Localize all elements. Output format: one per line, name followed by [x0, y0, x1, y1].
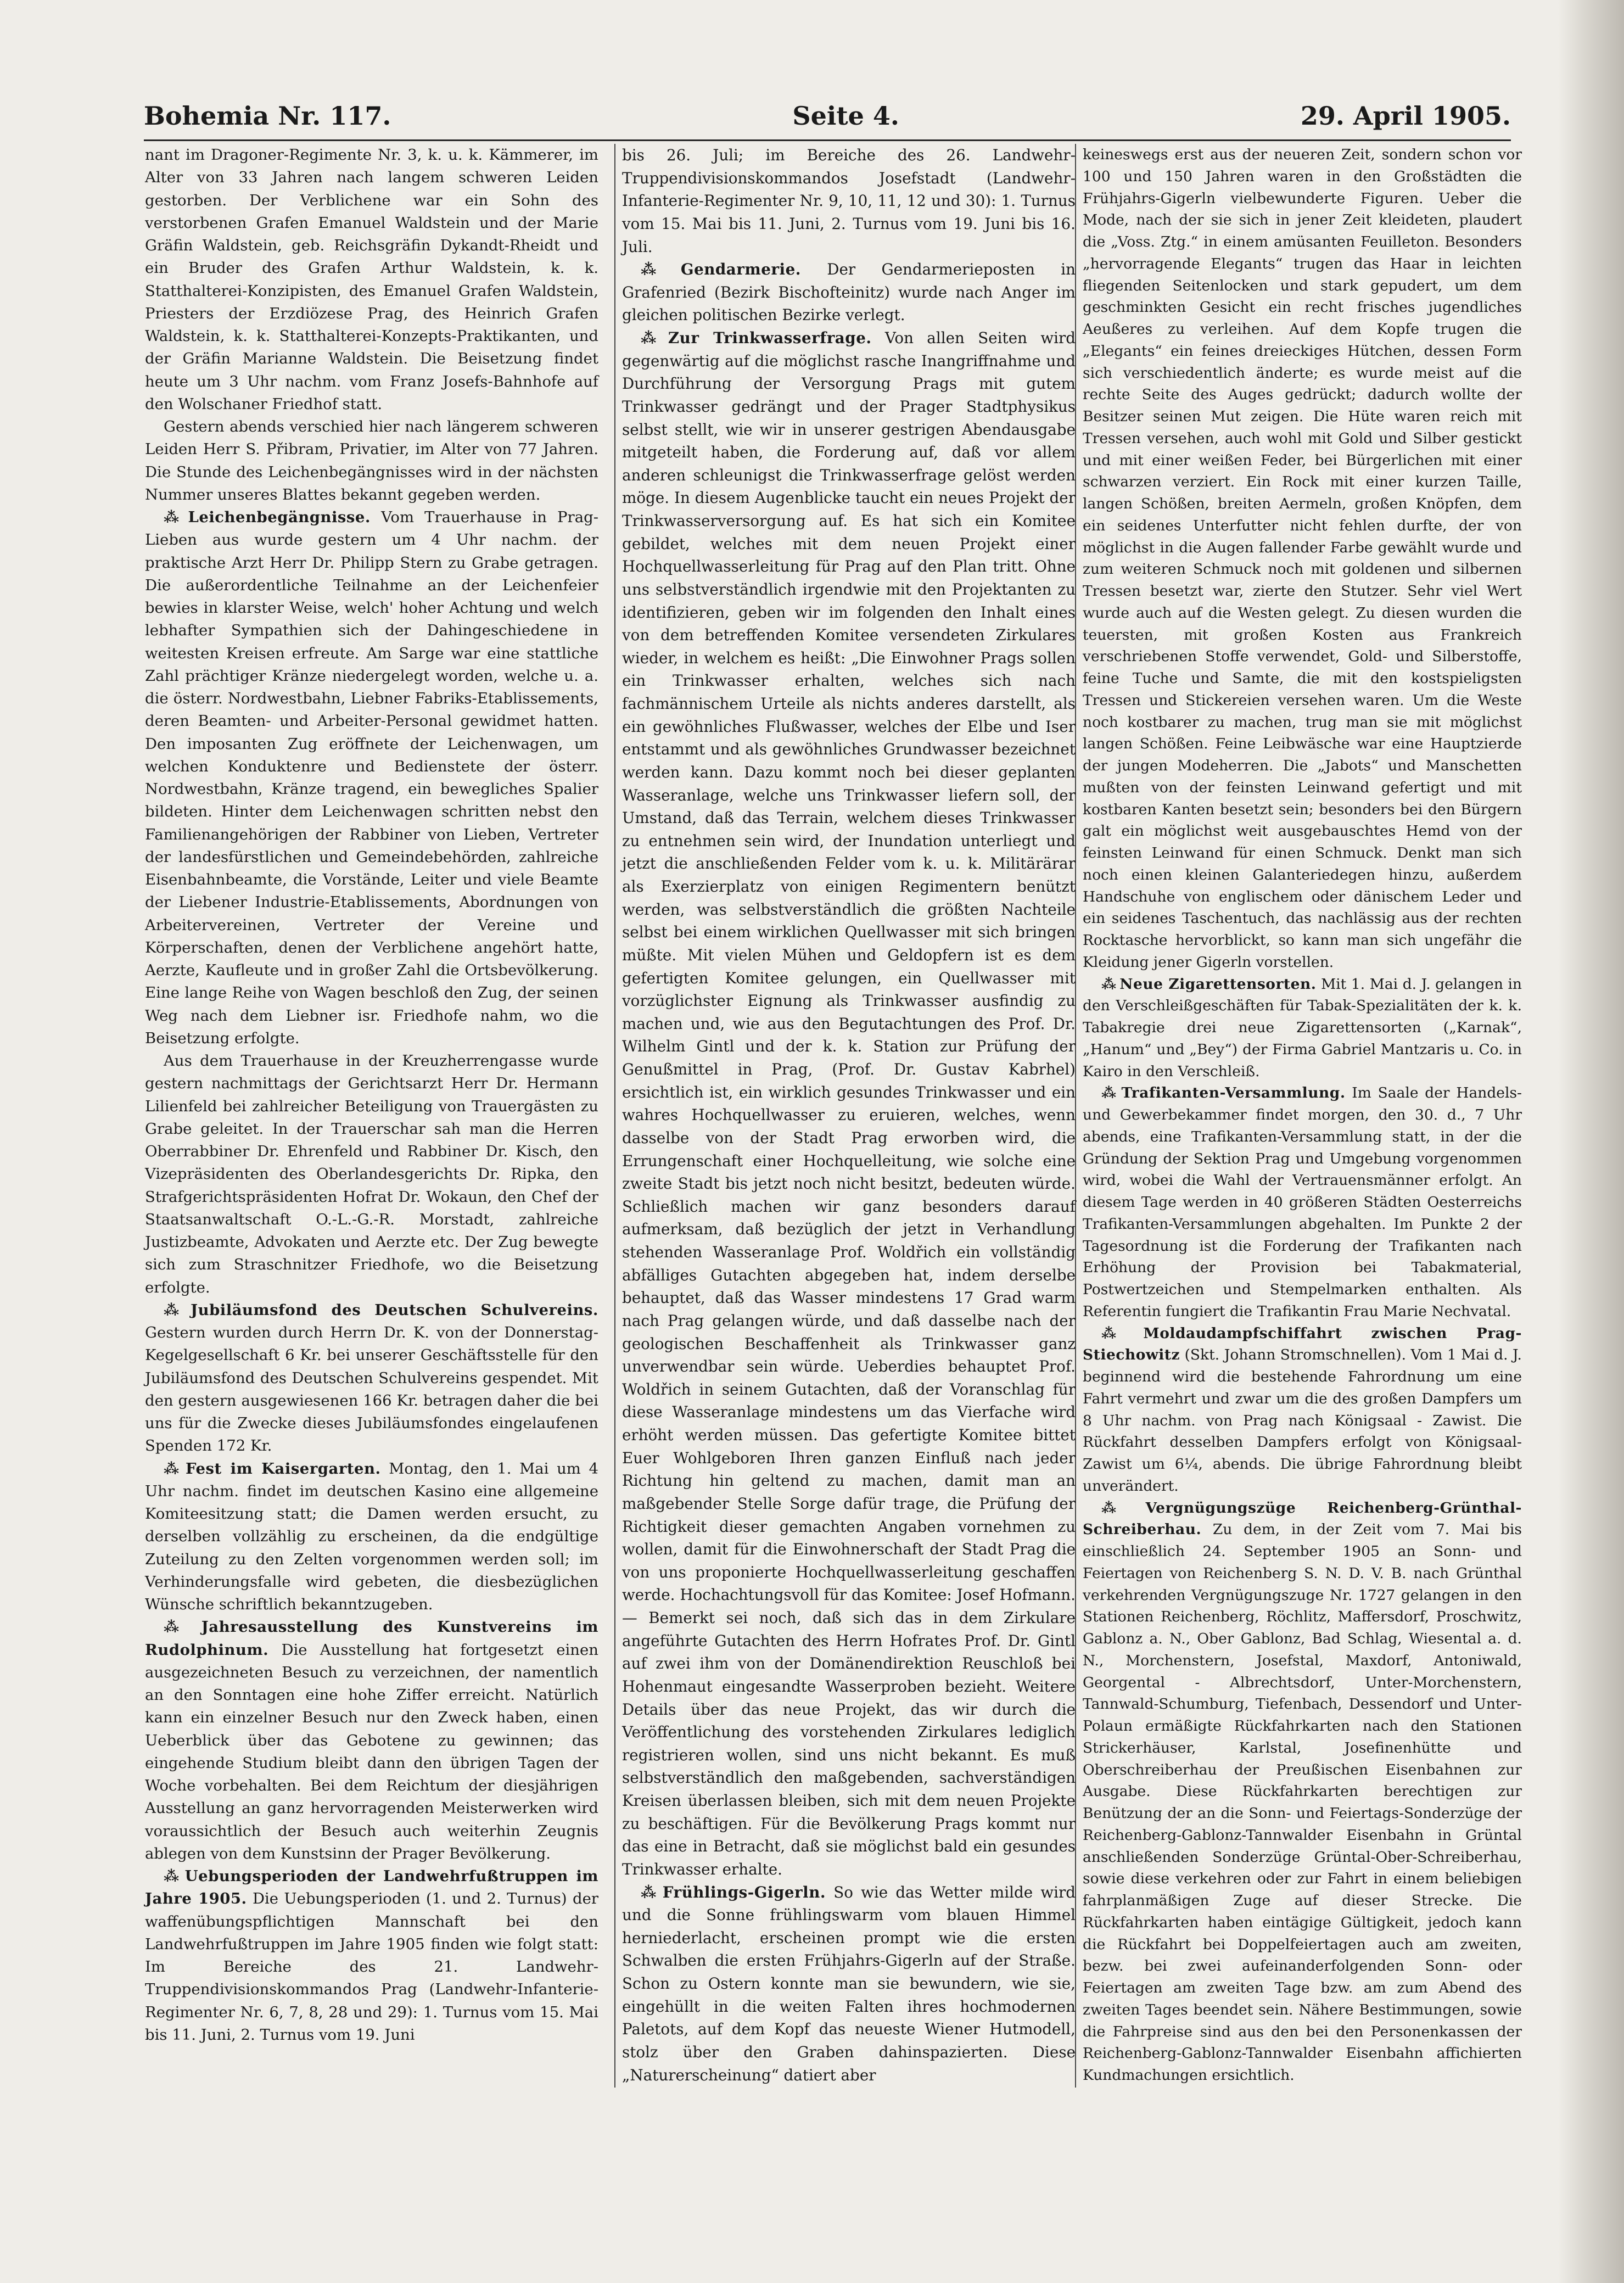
item-body: Von allen Seiten wird gegenwärtig auf die möglichst rasche Inangriffnahme und Durchführung der Versorgung Prags mit gutem Trinkwasser gedrängt und der Prager Stadtphysikus selbst stellt, wie wir in unserer gestrigen Abendausgabe mitgeteilt haben, die Forderung auf, daß vor allem anderen schleunigst die Trinkwasserfrage gelöst werden möge. In diesem Augenblicke taucht ein neues Projekt der Trinkwasserversorgung auf. Es hat sich ein Komitee gebildet, welches mit dem neuen Projekt einer Hochquellwasserleitung für Prag auf den Plan tritt. Ohne uns selbstverständlich irgendwie mit den Projektanten zu identifizieren, geben wir im folgenden den Inhalt eines von dem betreffenden Komitee versendeten Zirkulares wieder, in welchem es heißt: „Die Einwohner Prags sollen ein Trinkwasser erhalten, welches sich nach fachmännischem Urteile als nichts anderes darstellt, als ein gewöhnliches Flußwasser, welches der Elbe und Iser entstammt und als gewöhnliches Grundwasser bezeichnet werden kann. Dazu kommt noch bei dieser geplanten Wasseranlage, welche uns Trinkwasser liefern soll, der Umstand, daß das Terrain, welchem dieses Trinkwasser zu entnehmen sein wird, der Inundation unterliegt und jetzt die anschließenden Felder vom k. u. k. Militärärar als Exerzierplatz von einigen Regimentern benützt werden, was selbstverständlich die größten Nachteile selbst bei einem wirklichen Quellwasser mit sich bringen müßte. Mit vielen Mühen und Geldopfern ist es dem gefertigten Komitee gelungen, ein Quellwasser mit vorzüglichster Eignung als Trinkwasser ausfindig zu machen und, wie aus den Begutachtungen des Prof. Dr. Wilhelm Gintl und der k. k. Station zur Prüfung der Genußmittel in Prag, (Prof. Dr. Gustav Kabrhel) ersichtlich ist, ein wirklich gesundes Trinkwasser und ein wahres Hochquellwasser zu eruieren, welches, wenn dasselbe von der Stadt Prag erworben wird, die Errungenschaft einer Hochquelleitung, wie solche eine zweite Stadt bis jetzt noch nicht besitzt, bedeuten würde. Schließlich machen wir ganz besonders darauf aufmerksam, daß bezüglich der jetzt in Verhandlung stehenden Wasseranlage Prof. Woldřich ein vollständig abfälliges Gutachten abgegeben hat, indem derselbe behauptet, daß das Wasser mindestens 17 Grad warm nach Prag gelangen würde, und daß dasselbe nach der geologischen Beschaffenheit als Trinkwasser ganz unverwendbar sein würde. Ueberdies behauptet Prof. Woldřich in seinem Gutachten, daß der Voranschlag für diese Wasseranlage mindestens um das Vierfache wird erhöht werden müssen. Das gefertigte Komitee bittet Euer Wohlgeboren Ihren ganzen Einfluß nach jeder Richtung hin geltend zu machen, damit man an maßgebender Stelle Sorge dafür trage, die Prüfung der Richtigkeit dieser gemachten Angaben vornehmen zu wollen, damit für die Einwohnerschaft der Stadt Prag die von uns proponierte Hochquellwasserleitung geschaffen werde. Hochachtungsvoll für das Komitee: Josef Hofmann.— Bemerkt sei noch, daß sich das in dem Zirkulare angeführte Gutachten des Herrn Hofrates Prof. Dr. Gintl auf zwei ihm von der Domänendirektion Reuschloß bei Hohenmaut eingesandte Wasserproben bezieht. Weitere Details über das neue Projekt, das wir durch die Veröffentlichung des vorstehenden Zirkulares lediglich registrieren wollen, sind uns nicht bekannt. Es muß selbstverständlich den maßgebenden, sachverständigen Kreisen überlassen bleiben, sich mit dem neuen Projekte zu beschäftigen. Für die Bevölkerung Prags kommt nur das eine in Betracht, daß sie möglichst bald ein gesundes Trinkwasser erhalte.	[622, 329, 1076, 1878]
item-headline: Moldaudampfschiffahrt zwischen Prag-Stiechowitz	[1083, 1324, 1522, 1364]
masthead-rule	[144, 139, 1511, 141]
item-body: Der Gendarmerieposten in Grafenried (Bezirk Bischofteinitz) wurde nach Anger im gleichen politischen Bezirke verlegt.	[622, 260, 1076, 324]
asterism-icon: ⁂	[641, 1883, 659, 1901]
item-headline: Leichenbegängnisse.	[188, 508, 371, 526]
news-item	[1083, 1323, 1522, 1497]
asterism-icon: ⁂	[641, 260, 677, 279]
item-body: Montag, den 1. Mai um 4 Uhr nachm. findet im deutschen Kasino eine allgemeine Komiteesitzung statt; die Damen werden ersucht, zu derselben vollzählig zu erscheinen, da die endgültige Zuteilung zu den Zelten vorgenommen werden soll; im Verhinderungsfalle wird gebeten, die diesbezüglichen Wünsche schriftlich bekanntzugeben.	[145, 1459, 598, 1613]
binding-shadow	[1558, 0, 1624, 2283]
news-item	[1083, 1082, 1522, 1322]
item-headline: Fest im Kaisergarten.	[186, 1459, 381, 1478]
news-item	[145, 1865, 598, 2046]
paragraph-text: bis 26. Juli; im Bereiche des 26. Landwehr-Truppendivisionskommandos Josefstadt (Landwehr-Infanterie-Regimenter Nr. 9, 10, 11, 12 und 30): 1. Turnus vom 15. Mai bis 11. Juni, 2. Turnus vom 19. Juni bis 16. Juli.	[622, 146, 1076, 256]
continued-paragraph	[622, 144, 1076, 258]
item-headline: Uebungsperioden der Landwehrfußtruppen im Jahre 1905.	[145, 1867, 598, 1908]
asterism-icon: ⁂	[164, 1301, 188, 1319]
item-body: (Skt. Johann Stromschnellen). Vom 1 Mai d. J. beginnend wird die bestehende Fahrordnung um eine Fahrt vermehrt und zwar um die des großen Dampfers um 8 Uhr nachm. von Prag nach Königsaal - Zawist. Die Rückfahrt desselben Dampfers erfolgt von Königsaal-Zawist um 6¼, abends. Die übrige Fahrordnung bleibt unverändert.	[1083, 1346, 1522, 1495]
item-headline: Jubiläumsfond des Deutschen Schulvereins.	[191, 1301, 598, 1319]
news-item	[622, 327, 1076, 1881]
news-item	[1083, 1497, 1522, 2086]
item-headline: Neue Zigarettensorten.	[1119, 975, 1317, 993]
paragraph	[145, 1050, 598, 1299]
item-headline: Vergnügungszüge Reichenberg-Grünthal-Schreiberhau.	[1083, 1499, 1522, 1538]
news-item	[145, 1299, 598, 1458]
asterism-icon: ⁂	[1101, 1084, 1118, 1102]
paragraph-text: nant im Dragoner-Regimente Nr. 3, k. u. k. Kämmerer, im Alter von 33 Jahren nach langem schweren Leiden gestorben. Der Verblichene war ein Sohn des verstorbenen Grafen Emanuel Waldstein und der Marie Gräfin Waldstein, geb. Reichsgräfin Dykandt-Rheidt und ein Bruder des Grafen Arthur Waldstein, k. k. Statthalterei-Konzipisten, des Emanuel Grafen Waldstein, Priesters der Erzdiözese Prag, des Heinrich Grafen Waldstein, k. k. Statthalterei-Konzepts-Praktikanten, und der Gräfin Marianne Waldstein. Die Beisetzung findet heute um 3 Uhr nachm. vom Franz Josefs-Bahnhofe auf den Wolschaner Friedhof statt.	[145, 146, 598, 413]
news-item	[145, 1458, 598, 1616]
masthead-date: 29. April 1905.	[1300, 101, 1511, 131]
paragraph-text: Aus dem Trauerhause in der Kreuzherrengasse wurde gestern nachmittags der Gerichtsarzt Herr Dr. Hermann Lilienfeld bei zahlreicher Beteiligung von Trauergästen zu Grabe geleitet. In der Trauerschar sah man die Herren Oberrabbiner Dr. Ehrenfeld und Rabbiner Dr. Kisch, den Vizepräsidenten des Oberlandesgerichts Dr. Ripka, den Strafgerichtspräsidenten Hofrat Dr. Wokaun, den Chef der Staatsanwaltschaft O.-L.-G.-R. Morstadt, zahlreiche Justizbeamte, Advokaten und Aerzte etc. Der Zug bewegte sich zum Straschnitzer Friedhofe, wo die Beisetzung erfolgte.	[145, 1052, 598, 1296]
item-body: Zu dem, in der Zeit vom 7. Mai bis einschließlich 24. September 1905 an Sonn- und Feiertagen von Reichenberg S. N. D. V. B. nach Grünthal verkehrenden Vergnügungszuge Nr. 1727 gelangen in den Stationen Reichenberg, Röchlitz, Maffersdorf, Proschwitz, Gablonz a. N., Ober Gablonz, Bad Schlag, Wiesental a. d. N., Morchenstern, Josefstal, Maxdorf, Antoniwald, Georgental - Albrechtsdorf, Unter-Morchenstern, Tannwald-Schumburg, Tiefenbach, Dessendorf und Unter-Polaun ermäßigte Rückfahrkarten nach den Stationen Strickerhäuser, Karlstal, Josefinenhütte und Oberschreiberhau der Preußischen Eisenbahnen zur Ausgabe. Diese Rückfahrkarten berechtigen zur Benützung der an die Sonn- und Feiertags-Sonderzüge der Reichenberg-Gablonz-Tannwalder Eisenbahn in Grüntal anschließenden Sonderzüge Grüntal-Ober-Schreiberhau, sowie diese verkehren oder zur Fahrt in einem beliebigen fahrplanmäßigen Zuge auf dieser Strecke. Die Rückfahrkarten haben eintägige Gültigkeit, jedoch kann die Rückfahrt bei Doppelfeiertagen auch am zweiten, bezw. bei zwei aufeinanderfolgenden Sonn- oder Feiertagen am zweiten Tage bzw. am zum Abend des zweiten Tages beendet sein. Nähere Bestimmungen, sowie die Fahrpreise sind aus den bei den Personenkassen der Reichenberg-Gablonz-Tannwalder Eisenbahn affichierten Kundmachungen ersichtlich.	[1083, 1521, 1522, 2084]
news-item	[145, 506, 598, 1050]
asterism-icon: ⁂	[1101, 1499, 1143, 1517]
column-rule	[614, 144, 615, 2088]
asterism-icon: ⁂	[164, 1618, 198, 1636]
news-item	[145, 1616, 598, 1865]
asterism-icon: ⁂	[164, 1459, 183, 1478]
paragraph-text: Gestern abends verschied hier nach längerem schweren Leiden Herr S. Přibram, Privatier, im Alter von 77 Jahren. Die Stunde des Leichenbegängnisses wird in der nächsten Nummer unseres Blattes bekannt gegeben werden.	[145, 418, 598, 503]
asterism-icon: ⁂	[1101, 1324, 1140, 1342]
item-body: Vom Trauerhause in Prag-Lieben aus wurde gestern um 4 Uhr nachm. der praktische Arzt Herr Dr. Philipp Stern zu Grabe getragen. Die außerordentliche Teilnahme an der Leichenfeier bewies in klarster Weise, welch' hoher Achtung und welch lebhafter Sympathien sich der Dahingeschiedene in weitesten Kreisen erfreute. Am Sarge war eine stattliche Zahl prächtiger Kränze niedergelegt worden, welche u. a. die österr. Nordwestbahn, Liebner Fabriks-Etablissements, deren Beamten- und Arbeiter-Personal gewidmet hatten. Den imposanten Zug eröffnete der Leichenwagen, um welchen Konduktenre und Bedienstete der österr. Nordwestbahn, Kränze tragend, ein bewegliches Spalier bildeten. Hinter dem Leichenwagen schritten nebst den Familienangehörigen der Rabbiner von Lieben, Vertreter der landesfürstlichen und Gemeindebehörden, zahlreiche Eisenbahnbeamte, die Vorstände, Leiter und viele Beamte der Liebener Industrie-Etablissements, Abordnungen von Arbeitervereinen, Vertreter der Vereine und Körperschaften, denen der Verblichene angehört hatte, Aerzte, Kaufleute und in großer Zahl die Ortsbevölkerung. Eine lange Reihe von Wagen beschloß den Zug, der seinen Weg nach dem Liebner isr. Friedhofe nahm, wo die Beisetzung erfolgte.	[145, 508, 598, 1047]
item-body: Die Ausstellung hat fortgesetzt einen ausgezeichneten Besuch zu verzeichnen, der namentlich an den Sonntagen eine hohe Ziffer erreicht. Natürlich kann ein einzelner Besuch nur den Zweck haben, einen Ueberblick über das Gebotene zu gewinnen; das eingehende Studium bleibt dann den übrigen Tagen der Woche vorbehalten. Bei dem Reichtum der diesjährigen Ausstellung an ganz hervorragenden Meisterwerken wird voraussichtlich der Besuch auch weiterhin Zeugnis ablegen von dem Kunstsinn der Prager Bevölkerung.	[145, 1641, 598, 1862]
continued-paragraph	[1083, 144, 1522, 973]
masthead-title: Bohemia Nr. 117.	[144, 101, 391, 131]
item-headline: Trafikanten-Versammlung.	[1121, 1084, 1346, 1102]
item-body: Gestern wurden durch Herrn Dr. K. von der Donnerstag-Kegelgesellschaft 6 Kr. bei unserer Geschäftsstelle für den Jubiläumsfond des Deutschen Schulvereins gespendet. Mit den gestern ausgewiesenen 166 Kr. betragen daher die bei uns für die Zwecke dieses Jubiläumsfondes eingelaufenen Spenden 172 Kr.	[145, 1324, 598, 1455]
news-item	[622, 258, 1076, 327]
paragraph	[145, 416, 598, 506]
item-headline: Frühlings-Gigerln.	[662, 1883, 826, 1901]
column-2	[622, 144, 1076, 2086]
item-body: Die Uebungsperioden (1. und 2. Turnus) der waffenübungspflichtigen Mannschaft bei den Landwehrfußtruppen im Jahre 1905 finden wie folgt statt: Im Bereiche des 21. Landwehr-Truppendivisionskommandos Prag (Landwehr-Infanterie-Regimenter Nr. 6, 7, 8, 28 und 29): 1. Turnus vom 15. Mai bis 11. Juni, 2. Turnus vom 19. Juni	[145, 1890, 599, 2044]
column-3	[1083, 144, 1522, 2086]
asterism-icon: ⁂	[641, 329, 665, 347]
item-body: Im Saale der Handels- und Gewerbekammer findet morgen, den 30. d., 7 Uhr abends, eine Trafikanten-Versammlung statt, in der die Gründung der Sektion Prag und Umgebung vorgenommen wird, wobei die Wahl der Vertrauensmänner erfolgt. An diesem Tage werden in 40 größeren Städten Oesterreichs Trafikanten-Versammlungen abgehalten. Im Punkte 2 der Tagesordnung ist die Forderung der Trafikanten nach Erhöhung der Provision bei Tabakmaterial, Postwertzeichen und Stempelmarken enthalten. Als Referentin fungiert die Trafikantin Frau Marie Nechvatal.	[1083, 1084, 1522, 1320]
masthead-page-number: Seite 4.	[792, 101, 899, 131]
item-body: Mit 1. Mai d. J. gelangen in den Verschleißgeschäften für Tabak-Spezialitäten der k. k. Tabakregie drei neue Zigarettensorten („Karnak“, „Hanum“ und „Bey“) der Firma Gabriel Mantzaris u. Co. in Kairo in den Verschleiß.	[1083, 975, 1522, 1080]
continued-paragraph	[145, 144, 598, 416]
item-headline: Zur Trinkwasserfrage.	[668, 329, 872, 347]
item-headline: Gendarmerie.	[680, 260, 801, 279]
asterism-icon: ⁂	[164, 508, 185, 526]
column-1	[145, 144, 598, 2046]
item-body: So wie das Wetter milde wird und die Sonne frühlingswarm vom blauen Himmel herniederlacht, erscheinen prompt wie die ersten Schwalben die ersten Frühjahrs-Gigerln auf der Straße. Schon zu Ostern konnte man sie bewundern, wie sie, eingehüllt in die weiten Falten ihres hochmodernen Paletots, auf dem Kopf das neueste Wiener Hutmodell, stolz über den Graben dahinspazierten. Diese „Naturerscheinung“ datiert aber	[622, 1883, 1076, 2084]
news-item	[622, 1881, 1076, 2087]
asterism-icon: ⁂	[1101, 975, 1117, 993]
masthead	[144, 97, 1511, 135]
item-headline: Jahresausstellung des Kunstvereins im Rudolphinum.	[145, 1618, 598, 1659]
news-item	[1083, 973, 1522, 1083]
paragraph-text: keineswegs erst aus der neueren Zeit, sondern schon vor 100 und 150 Jahren waren in den Großstädten die Frühjahrs-Gigerln vielbewunderte Figuren. Ueber die Mode, nach der sie sich in jener Zeit kleideten, plaudert die „Voss. Ztg.“ in einem amüsanten Feuilleton. Besonders „hervorragende Elegants“ trugen das Haar in leichten fliegenden Seitenlocken und stark gepudert, um dem geschminkten Gesicht ein recht frisches jugendliches Aeußeres zu verleihen. Auf dem Kopfe trugen die „Elegants“ ein feines dreieckiges Hütchen, dessen Form sich verschiedentlich änderte; es wurde meist auf die rechte Seite des Auges gedrückt; dadurch wollte der Besitzer seinen Mut zeigen. Die Hüte waren reich mit Tressen versehen, auch wohl mit Gold und Silber gestickt und mit einer weißen Feder, bei Bürgerlichen mit einer schwarzen verziert. Ein Rock mit einer kurzen Taille, langen Schößen, breiten Aermeln, großen Knöpfen, dem ein seidenes Unterfutter nicht fehlen durfte, der von möglichst in die Augen fallender Farbe gewählt wurde und zum weiteren Schmuck noch mit goldenen und silbernen Tressen besetzt war, zierte den Stutzer. Sehr viel Wert wurde auch auf die Westen gelegt. Zu diesen wurden die teuersten, mit großen Kosten aus Frankreich verschriebenen Stoffe verwendet, Gold- und Silberstoffe, feine Tuche und Samte, die mit den kostspieligsten Tressen und Stickereien versehen waren. Um die Weste noch kostbarer zu machen, trug man sie mit möglichst langen Schößen. Feine Leibwäsche war eine Hauptzierde der jungen Modeherren. Die „Jabots“ und Manschetten mußten von der feinsten Leinwand gefertigt und mit kostbaren Kanten besetzt sein; besonders bei den Bürgern galt ein möglichst weit ausgebauschtes Hemd von der feinsten Leinwand für einen Schmuck. Denkt man sich noch einen kleinen Galanteriedegen hinzu, außerdem Handschuhe von englischem oder dänischem Leder und ein seidenes Taschentuch, das nachlässig aus der rechten Rocktasche hervorblickt, so kann man sich ungefähr die Kleidung jener Gigerln vorstellen.	[1083, 146, 1522, 971]
asterism-icon: ⁂	[164, 1867, 182, 1885]
